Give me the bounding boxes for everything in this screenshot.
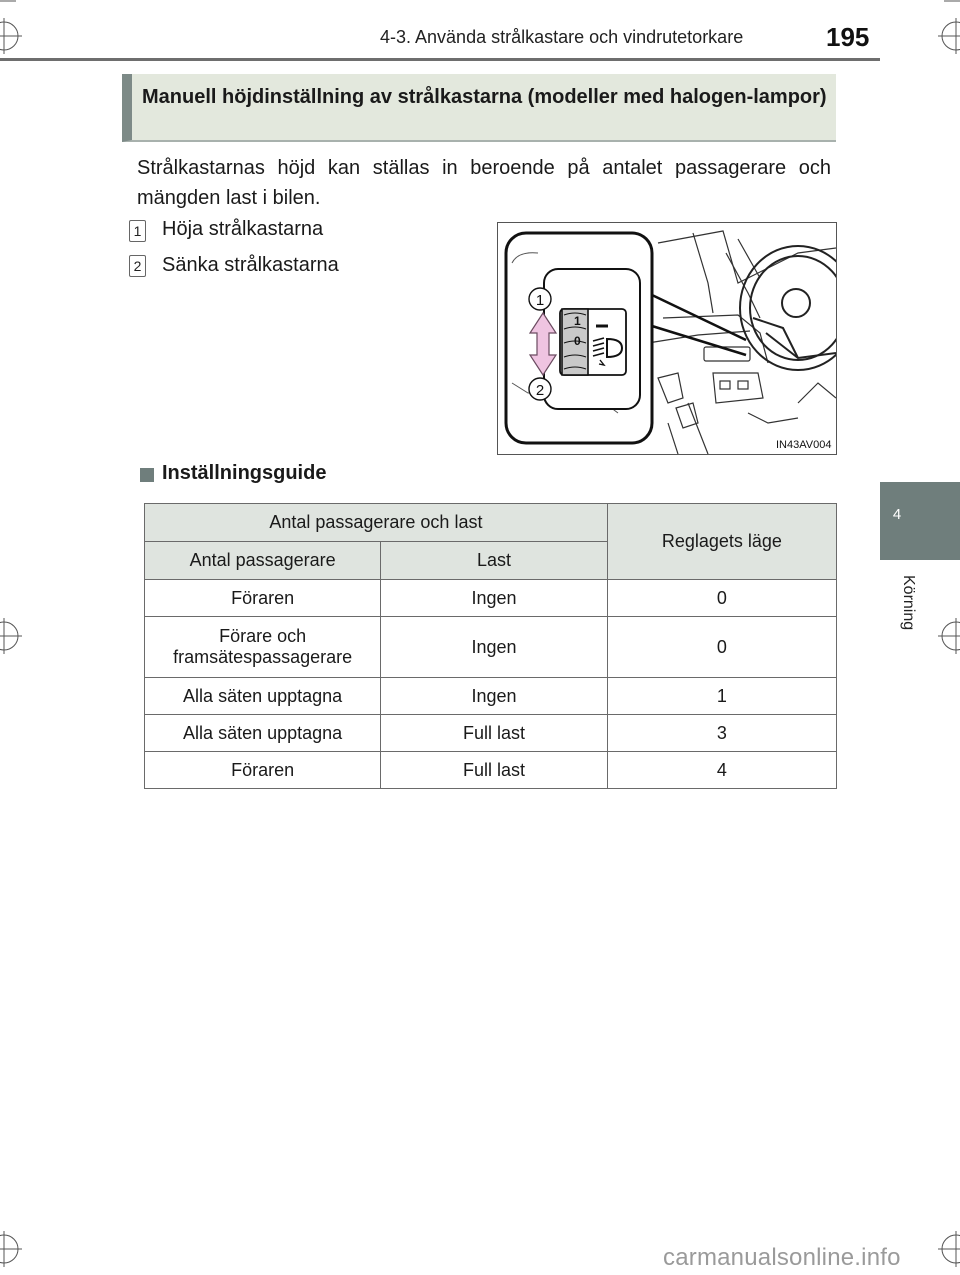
cell-passengers: Föraren [145, 580, 381, 617]
table-row [145, 617, 837, 678]
chapter-label: Körning [900, 575, 917, 631]
watermark: carmanualsonline.info [663, 1244, 901, 1271]
chapter-number: 4 [892, 506, 902, 523]
cell-passengers: Föraren [145, 752, 381, 789]
page-number: 195 [826, 22, 870, 52]
table-row [145, 715, 837, 752]
table-row [145, 752, 837, 789]
cell-passengers: Förare och framsätespassagerare [145, 617, 381, 678]
cell-load: Full last [381, 752, 608, 789]
cell-load: Full last [381, 715, 608, 752]
section-title: Manuell höjdinställning av strålkastarna (modeller med halogen-lampor) [122, 74, 836, 142]
header-group: Antal passagerare och last [145, 504, 608, 542]
cell-position: 0 [607, 580, 836, 617]
dial-mark-0: 0 [574, 334, 581, 348]
callout-2 [529, 378, 551, 400]
header-load: Last [381, 542, 608, 580]
callout-2-label: 2 [535, 382, 545, 399]
square-bullet-icon [140, 468, 154, 482]
cell-position: 4 [607, 752, 836, 789]
headlight-leveling-figure [497, 222, 837, 455]
header-passengers: Antal passagerare [145, 542, 381, 580]
cell-position: 1 [607, 678, 836, 715]
table-row [145, 580, 837, 617]
step-2-text: Sänka strålkastarna [162, 254, 339, 276]
step-1-number: 1 [129, 220, 146, 242]
header-section-title: 4-3. Använda strålkastare och vindrutetorkare [380, 27, 744, 47]
intro-paragraph: Strålkastarnas höjd kan ställas in beroende på antalet passagerare och mängden last i bilen. [137, 157, 831, 209]
header-position: Reglagets läge [607, 504, 836, 580]
cell-position: 3 [607, 715, 836, 752]
dashboard-illustration [498, 223, 836, 454]
settings-table [144, 503, 837, 789]
callout-1-label: 1 [535, 292, 545, 309]
dial-mark-1: 1 [574, 314, 581, 328]
cell-load: Ingen [381, 580, 608, 617]
header-rule [0, 58, 880, 61]
figure-code: IN43AV004 [776, 439, 832, 451]
guide-heading: Inställningsguide [162, 462, 327, 484]
table-header-row [145, 504, 837, 542]
table-row [145, 678, 837, 715]
cell-load: Ingen [381, 617, 608, 678]
step-2-number: 2 [129, 255, 146, 277]
cell-passengers: Alla säten upptagna [145, 715, 381, 752]
cell-position: 0 [607, 617, 836, 678]
step-1-text: Höja strålkastarna [162, 218, 324, 240]
cell-load: Ingen [381, 678, 608, 715]
cell-passengers: Alla säten upptagna [145, 678, 381, 715]
callout-1 [529, 288, 551, 310]
